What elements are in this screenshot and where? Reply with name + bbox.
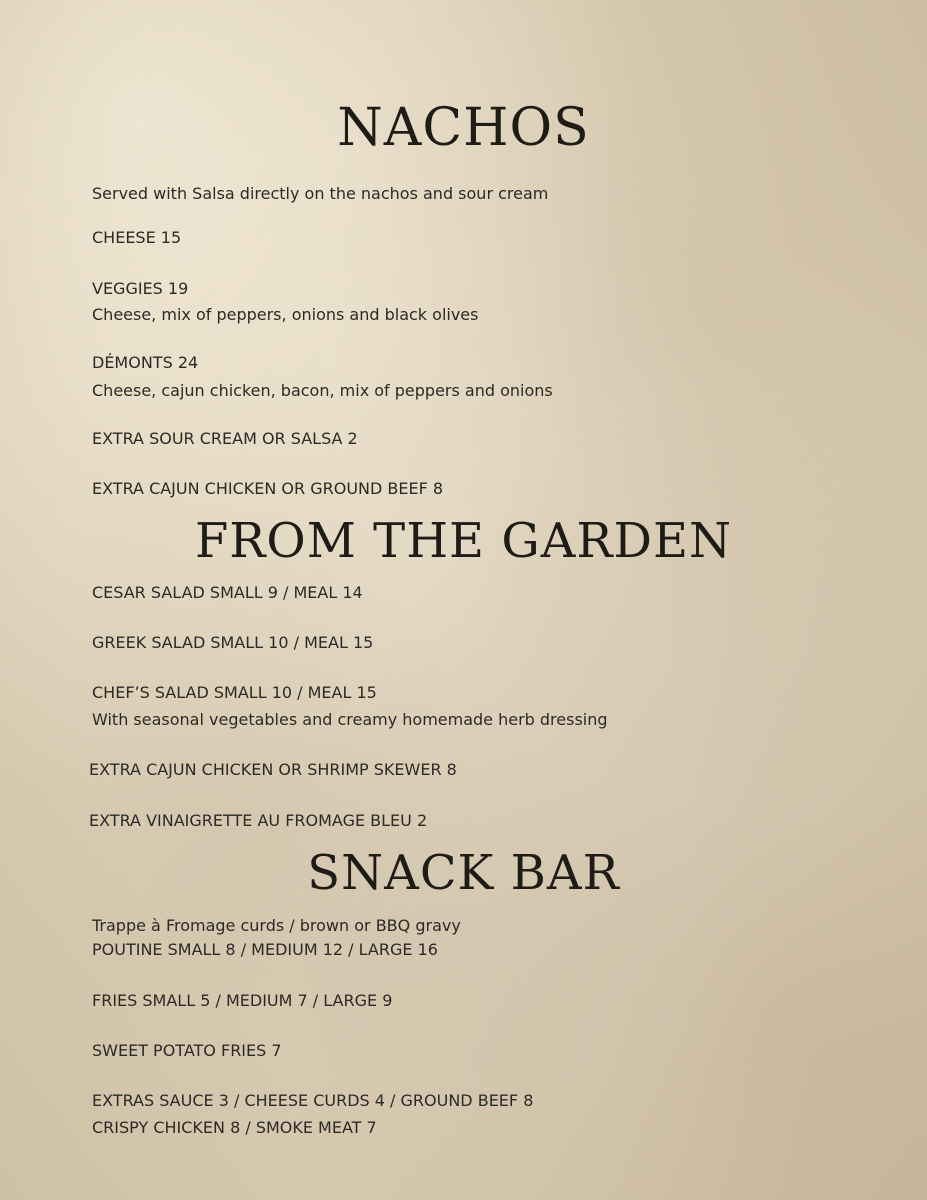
menu-item-sweet-potato-fries: SWEET POTATO FRIES 7 (92, 1041, 282, 1060)
menu-item-extra-cajun-beef: EXTRA CAJUN CHICKEN OR GROUND BEEF 8 (92, 479, 444, 498)
menu-item-veggies-description: Cheese, mix of peppers, onions and black olives (92, 305, 479, 324)
menu-item-poutine: POUTINE SMALL 8 / MEDIUM 12 / LARGE 16 (92, 940, 438, 959)
menu-item-cesar-salad: CESAR SALAD SMALL 9 / MEAL 14 (92, 583, 363, 602)
menu-item-demonts: DÉMONTS 24 (92, 353, 199, 372)
menu-item-greek-salad: GREEK SALAD SMALL 10 / MEAL 15 (92, 633, 374, 652)
menu-item-fries: FRIES SMALL 5 / MEDIUM 7 / LARGE 9 (92, 991, 393, 1010)
menu-item-extra-sour-cream: EXTRA SOUR CREAM OR SALSA 2 (92, 429, 358, 448)
section-title-snack-bar: SNACK BAR (307, 845, 620, 901)
nachos-intro: Served with Salsa directly on the nachos and sour cream (92, 184, 549, 203)
section-title-garden: FROM THE GARDEN (194, 513, 733, 569)
menu-item-extra-vinaigrette: EXTRA VINAIGRETTE AU FROMAGE BLEU 2 (89, 811, 428, 830)
menu-item-poutine-note: Trappe à Fromage curds / brown or BBQ gravy (92, 916, 461, 935)
menu-item-veggies: VEGGIES 19 (92, 279, 189, 298)
menu-item-chefs-salad: CHEF’S SALAD SMALL 10 / MEAL 15 (92, 683, 377, 702)
section-title-nachos: NACHOS (337, 98, 590, 158)
menu-item-extras-line-1: EXTRAS SAUCE 3 / CHEESE CURDS 4 / GROUND BEEF 8 (92, 1091, 534, 1110)
menu-item-cheese: CHEESE 15 (92, 228, 182, 247)
menu-item-extra-cajun-shrimp: EXTRA CAJUN CHICKEN OR SHRIMP SKEWER 8 (89, 760, 457, 779)
menu-item-extras-line-2: CRISPY CHICKEN 8 / SMOKE MEAT 7 (92, 1118, 377, 1137)
menu-item-chefs-salad-description: With seasonal vegetables and creamy homemade herb dressing (92, 710, 608, 729)
menu-item-demonts-description: Cheese, cajun chicken, bacon, mix of peppers and onions (92, 381, 553, 400)
